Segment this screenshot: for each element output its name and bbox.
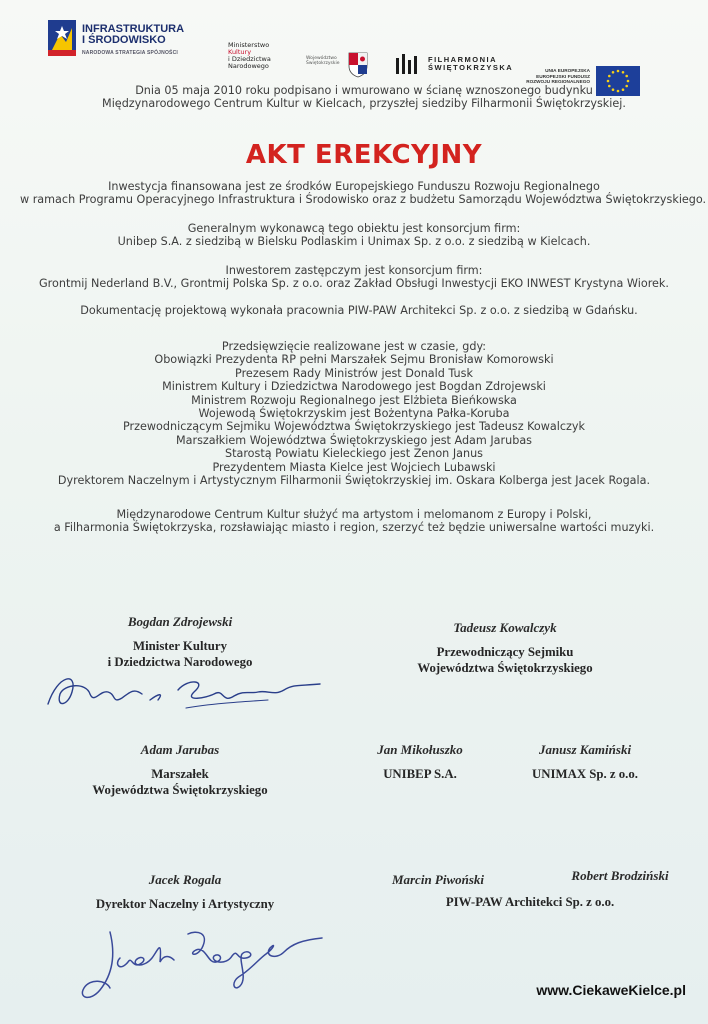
is-subtitle: NARODOWA STRATEGIA SPÓJNOŚCI: [82, 50, 178, 56]
paragraph-line: Inwestycja finansowana jest ze środków Europejskiego Funduszu Rozwoju Regionalnego: [108, 180, 600, 193]
ue-line-1: UNIA EUROPEJSKA: [545, 68, 590, 73]
filharmonia-bars-icon: [396, 54, 422, 76]
paragraph-line: a Filharmonia Świętokrzyska, rozsławiając miasto i region, szerzyć też będzie uniwersalne wartości muzyki.: [53, 521, 655, 535]
signatory-name: Tadeusz Kowalczyk: [453, 620, 557, 635]
paragraph-line: Dyrektorem Naczelnym i Artystycznym Filharmonii Świętokrzyskiej im. Oskara Kolberga jest Jacek Rogala.: [57, 474, 651, 488]
ministerstwo-kultury-logo: [228, 42, 288, 70]
signatory-role: UNIBEP S.A.: [383, 767, 457, 781]
wojewodztwo-crest-icon: [348, 52, 368, 78]
signatory-zdrojewski: [60, 614, 300, 670]
sw-line-1: Województwo: [306, 56, 337, 61]
sw-line-2: Świętokrzyskie: [306, 61, 340, 66]
signatory-name: Jan Mikołuszko: [377, 742, 463, 757]
paragraph-line: Grontmij Nederland B.V., Grontmij Polska Sp. z o.o. oraz Zakład Obsługi Inwestycji EKO INWEST Krystyna Wiorek.: [39, 277, 669, 291]
wojewodztwo-text: [306, 56, 346, 66]
is-title-line-1: INFRASTRUKTURA: [82, 23, 185, 35]
signatory-kowalczyk: [380, 620, 630, 676]
signatory-rogala: [50, 872, 320, 912]
paragraph-line: Ministrem Rozwoju Regionalnego jest Elżbieta Bieńkowska: [191, 393, 517, 407]
design-paragraph: [30, 304, 688, 317]
mk-line-3: i Dziedzictwa: [228, 55, 271, 63]
filharmonia-text: [428, 56, 513, 72]
zdrojewski-signature-icon: [38, 664, 328, 716]
paragraph-line: Starostą Powiatu Kieleckiego jest Zenon Janus: [224, 447, 483, 461]
signatory-role: PIW-PAW Architekci Sp. z o.o.: [445, 895, 615, 909]
signatory-brodzinski: [550, 868, 690, 884]
signatory-role: Dyrektor Naczelny i Artystyczny: [95, 897, 275, 911]
unia-europejska-text: [518, 68, 590, 85]
financing-paragraph: [20, 180, 707, 207]
signatory-mikoluszko: [355, 742, 485, 782]
signatory-name: Marcin Piwoński: [391, 872, 485, 887]
paragraph-line: Przedsięwzięcie realizowane jest w czasie, gdy:: [221, 340, 487, 353]
paragraph-line: Marszałkiem Województwa Świętokrzyskiego jest Adam Jarubas: [175, 433, 533, 447]
piw-paw-role: [400, 894, 660, 910]
paragraph-line: Generalnym wykonawcą tego obiektu jest konsorcjum firm:: [187, 222, 521, 235]
investor-paragraph: [20, 264, 688, 291]
fs-line-1: FILHARMONIA: [428, 55, 497, 64]
signatory-role: Województwa Świętokrzyskiego: [92, 783, 268, 797]
paragraph-line: Prezesem Rady Ministrów jest Donald Tusk: [235, 366, 473, 380]
infrastruktura-title: [82, 24, 184, 46]
officials-paragraph: [20, 340, 688, 487]
mission-paragraph: [20, 508, 688, 535]
signatory-name: Janusz Kamiński: [538, 742, 632, 757]
paragraph-line: Inwestorem zastępczym jest konsorcjum firm:: [225, 264, 483, 277]
mk-line-2: Kultury: [228, 48, 252, 56]
mk-line-4: Narodowego: [228, 62, 269, 70]
signatory-piwonski: [368, 872, 508, 888]
contractor-paragraph: [40, 222, 668, 249]
signatory-jarubas: [50, 742, 310, 798]
fs-line-2: ŚWIĘTOKRZYSKA: [428, 63, 514, 72]
paragraph-line: Międzynarodowe Centrum Kultur służyć ma artystom i melomanom z Europy i Polski,: [116, 508, 592, 521]
paragraph-line: w ramach Programu Operacyjnego Infrastruktura i Środowisko oraz z budżetu Samorządu Województwa Świętokrzyskiego.: [20, 193, 707, 207]
ue-line-3: ROZWOJU REGIONALNEGO: [526, 79, 590, 84]
signatory-name: Bogdan Zdrojewski: [127, 614, 233, 629]
signatory-role: Marszałek: [151, 767, 209, 781]
paragraph-line: Obowiązki Prezydenta RP pełni Marszałek Sejmu Bronisław Komorowski: [154, 353, 554, 367]
signatory-role: Przewodniczący Sejmiku: [436, 645, 574, 659]
mk-line-1: Ministerstwo: [228, 41, 270, 49]
document-title: AKT EREKCYJNY: [245, 140, 483, 170]
intro-line: Dnia 05 maja 2010 roku podpisano i wmurowano w ścianę wznoszonego budynku: [135, 84, 593, 97]
paragraph-line: Unibep S.A. z siedzibą w Bielsku Podlaskim i Unimax Sp. z o.o. z siedzibą w Kielcach.: [117, 235, 591, 249]
signatory-kaminski: [510, 742, 660, 782]
signatory-name: Robert Brodziński: [571, 868, 669, 883]
paragraph-line: Dokumentację projektową wykonała pracownia PIW-PAW Architekci Sp. z o.o. z siedzibą w Gdańsku.: [80, 304, 638, 317]
intro-paragraph: [60, 84, 668, 111]
rogala-signature-icon: [70, 918, 340, 1010]
is-title-line-2: I ŚRODOWISKO: [82, 34, 166, 46]
signatory-role: Województwa Świętokrzyskiego: [417, 661, 593, 675]
signatory-role: i Dziedzictwa Narodowego: [107, 655, 253, 669]
signatory-name: Jacek Rogala: [148, 872, 222, 887]
paragraph-line: Wojewodą Świętokrzyskim jest Bożentyna Pałka-Koruba: [198, 407, 510, 421]
website-watermark: www.CiekaweKielce.pl: [536, 982, 686, 998]
signatory-role: Minister Kultury: [133, 639, 227, 653]
signatory-name: Adam Jarubas: [140, 742, 220, 757]
paragraph-line: Prezydentem Miasta Kielce jest Wojciech Lubawski: [212, 460, 496, 474]
signatory-role: UNIMAX Sp. z o.o.: [532, 767, 638, 781]
intro-line: Międzynarodowego Centrum Kultur w Kielcach, przyszłej siedziby Filharmonii Świętokrzyskiej.: [102, 97, 626, 111]
ue-line-2: EUROPEJSKI FUNDUSZ: [536, 73, 590, 79]
paragraph-line: Ministrem Kultury i Dziedzictwa Narodowego jest Bogdan Zdrojewski: [162, 380, 546, 394]
infrastruktura-mark-icon: [48, 20, 76, 56]
paragraph-line: Przewodniczącym Sejmiku Województwa Świętokrzyskiego jest Tadeusz Kowalczyk: [123, 420, 585, 434]
